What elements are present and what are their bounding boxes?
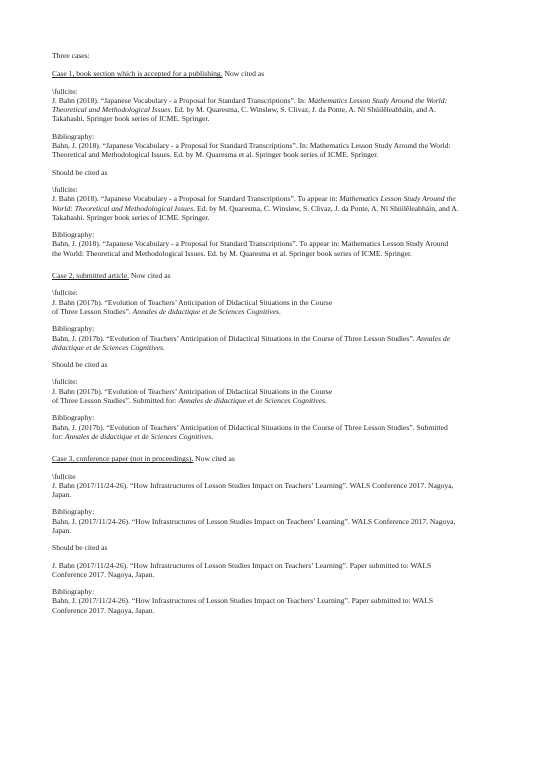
citation-line: Bahn, J. (2017b). “Evolution of Teachers’ Anticipation of Didactical Situations in the Course of Three Lesson Studies”. Submitted <box>52 422 448 432</box>
citation-line: Japan. <box>52 490 72 500</box>
citation-line <box>52 343 492 352</box>
case-2-should-fullcite <box>52 377 492 405</box>
citation-text: J. Bahn (2018). “Japanese Vocabulary - a Proposal for Standard Transcriptions”. To appear in: <box>52 194 340 204</box>
citation-text: J. Bahn (2018). “Japanese Vocabulary - a Proposal for Standard Transcriptions”. In: <box>52 95 308 105</box>
citation-text: . <box>162 342 165 352</box>
citation-line <box>52 194 492 203</box>
case-1-section <box>52 69 492 258</box>
citation-line <box>52 204 492 213</box>
case-3-should-bibliography <box>52 587 492 615</box>
citation-line: Bahn, J. (2017/11/24-26). “How Infrastructures of Lesson Studies Impact on Teachers’ Learning”. WALS Conference 2017. Nagoya, <box>52 516 456 526</box>
should-be-cited-label: Should be cited as <box>52 543 108 553</box>
citation-line: Bahn, J. (2018). “Japanese Vocabulary - a Proposal for Standard Transcriptions”. In: Mathematics Lesson Study Around the World: <box>52 141 451 151</box>
citation-text: of Three Lesson Studies”. Submitted for: <box>52 396 179 406</box>
bibliography-label: Bibliography: <box>52 324 95 334</box>
citation-title: didactique et de Sciences Cognitives <box>52 342 163 352</box>
citation-line <box>52 105 492 114</box>
citation-title: Annales de didactique et de Sciences Cognitives <box>178 396 325 406</box>
bibliography-label: Bibliography: <box>52 507 95 517</box>
case-2-now-fullcite <box>52 288 492 316</box>
case-3-now-fullcite <box>52 472 492 500</box>
citation-line: Conference 2017. Nagoya, Japan. <box>52 569 155 579</box>
citation-text: . <box>211 431 214 441</box>
citation-title: Theoretical and Methodological Issues <box>52 105 171 115</box>
citation-title: Annales de didactique et de Sciences Cognitives <box>132 306 279 316</box>
case-1-should-bibliography <box>52 230 492 258</box>
citation-text: Bahn, J. (2017b). “Evolution of Teachers’ Anticipation of Didactical Situations in the Course of Three Lesson Studies”. <box>52 333 417 343</box>
citation-line: Conference 2017. Nagoya, Japan. <box>52 605 155 615</box>
citation-line: Takahashi. Springer book series of ICME. Springer. <box>52 114 210 124</box>
case-2-section <box>52 271 492 441</box>
citation-line: Bahn, J. (2018). “Japanese Vocabulary - a Proposal for Standard Transcriptions”. To appear in: Mathematics Lesson Study Around <box>52 239 449 249</box>
intro-line: Three cases: <box>52 51 90 60</box>
case-3-heading-line <box>52 454 492 463</box>
fullcite-label: \fullcite: <box>52 288 78 298</box>
citation-text: . Ed. by M. Quaresma, C. Winsløw, S. Clivaz, J. da Ponte, A. Ní Shúilêleabháin, and A. <box>193 203 459 213</box>
citation-line <box>52 307 492 316</box>
case-3-should-fullcite <box>52 561 492 580</box>
case-1-heading-line <box>52 69 492 78</box>
case-1-should-fullcite <box>52 185 492 222</box>
citation-text: . <box>279 306 281 316</box>
case-2-heading-line <box>52 271 492 280</box>
citation-line: Bahn, J. (2017/11/24-26). “How Infrastructures of Lesson Studies Impact on Teachers’ Learning”. Paper submitted to: WALS <box>52 596 434 606</box>
bibliography-label: Bibliography: <box>52 587 95 597</box>
citation-text: . <box>324 396 327 406</box>
citation-title: Mathematics Lesson Study Around the World: <box>307 95 448 105</box>
citation-text: for: <box>52 431 65 441</box>
citation-title: Annales de didactique et de Sciences Cognitives <box>64 431 212 441</box>
case-1-heading-suffix: Now cited as <box>222 69 265 79</box>
case-3-now-bibliography <box>52 507 492 535</box>
fullcite-label: \fullcite: <box>52 86 78 96</box>
case-3-heading: Case 3, conference paper (not in proceedings). <box>52 454 194 464</box>
bibliography-label: Bibliography: <box>52 230 95 240</box>
citation-title: World: Theoretical and Methodological Issues <box>52 203 194 213</box>
case-1-heading: Case 1, book section which is accepted for a publishing. <box>52 69 223 79</box>
case-2-should-bibliography <box>52 413 492 441</box>
should-be-cited-label: Should be cited as <box>52 360 108 370</box>
citation-line <box>52 396 492 405</box>
case-1-now-fullcite <box>52 87 492 124</box>
citation-line: Theoretical and Methodological Issues. Ed. by M. Quaresma et al. Springer book series of ICME. Springer. <box>52 150 379 160</box>
document-body <box>52 51 492 615</box>
case-3-section <box>52 454 492 615</box>
fullcite-label: \fullcite: <box>52 184 78 194</box>
citation-title: Mathematics Lesson Study Around the <box>339 194 456 204</box>
fullcite-label: \fullcite: <box>52 377 78 387</box>
citation-line: J. Bahn (2017/11/24-26). “How Infrastructures of Lesson Studies Impact on Teachers’ Learning”. Paper submitted to: WALS <box>52 560 432 570</box>
should-be-cited-label: Should be cited as <box>52 167 108 177</box>
citation-line: J. Bahn (2017b). “Evolution of Teachers’ Anticipation of Didactical Situations in the Course <box>52 386 333 396</box>
citation-title: Annales de <box>416 333 451 343</box>
citation-line: J. Bahn (2017/11/24-26). “How Infrastructures of Lesson Studies Impact on Teachers’ Learning”. WALS Conference 2017. Nagoya, <box>52 480 454 490</box>
citation-text: . Ed. by M. Quaresma, C. Winsløw, S. Clivaz, J. da Ponte, A. Ní Shúilêleabháin, and A. <box>170 105 436 115</box>
citation-line <box>52 96 492 105</box>
fullcite-label: \fullcite <box>52 471 76 481</box>
citation-line: Takahashi. Springer book series of ICME. Springer. <box>52 212 210 222</box>
citation-line: J. Bahn (2017b). “Evolution of Teachers’ Anticipation of Didactical Situations in the Course <box>52 297 333 307</box>
citation-line <box>52 432 492 441</box>
bibliography-label: Bibliography: <box>52 413 95 423</box>
citation-line: Japan. <box>52 525 72 535</box>
citation-line: the World: Theoretical and Methodological Issues. Ed. by M. Quaresma et al. Springer book series of ICME. Springer. <box>52 248 412 258</box>
citation-line <box>52 334 492 343</box>
case-2-heading: Case 2, submitted article. <box>52 271 129 281</box>
bibliography-label: Bibliography: <box>52 131 95 141</box>
case-1-now-bibliography <box>52 132 492 160</box>
case-2-heading-suffix: Now cited as <box>128 271 171 281</box>
citation-text: of Three Lesson Studies”. <box>52 306 133 316</box>
case-3-heading-suffix: Now cited as <box>193 454 235 464</box>
case-2-now-bibliography <box>52 324 492 352</box>
